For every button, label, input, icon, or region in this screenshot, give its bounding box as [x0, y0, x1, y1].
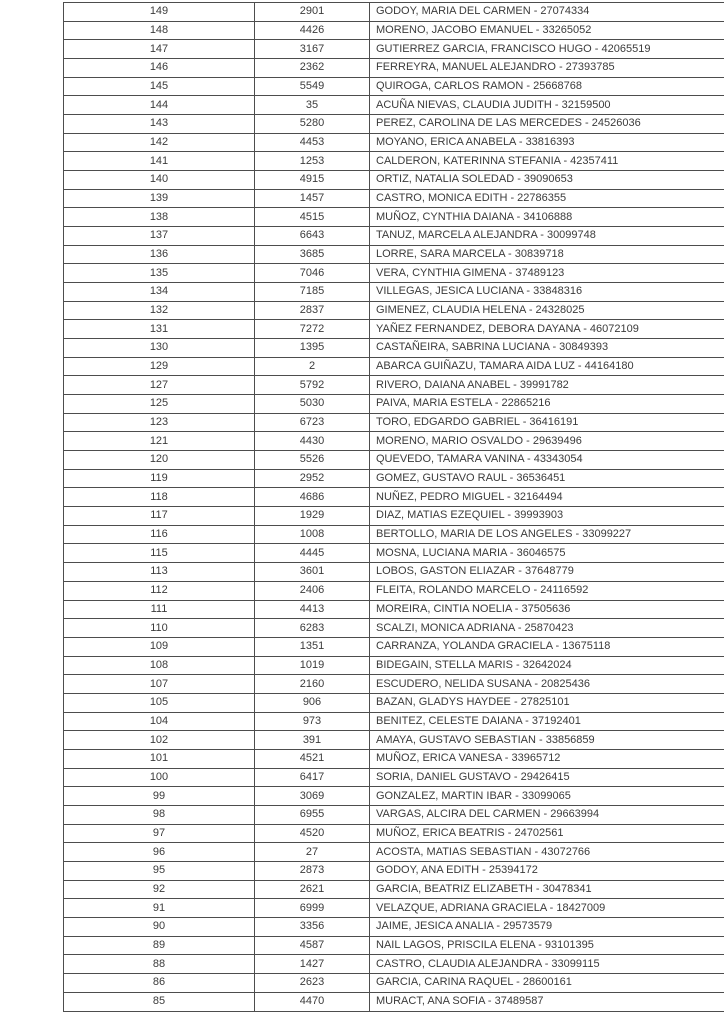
name-cell: BAZAN, GLADYS HAYDEE - 27825101	[370, 693, 724, 712]
table-row	[64, 133, 724, 152]
code-cell: 4515	[255, 208, 370, 227]
name-cell: AMAYA, GUSTAVO SEBASTIAN - 33856859	[370, 731, 724, 750]
name-cell: CALDERON, KATERINNA STEFANIA - 42357411	[370, 152, 724, 171]
table-row	[64, 731, 724, 750]
position-cell: 149	[64, 3, 255, 22]
table-row	[64, 171, 724, 190]
table-row	[64, 656, 724, 675]
position-cell: 134	[64, 283, 255, 302]
code-cell: 4413	[255, 600, 370, 619]
table-row	[64, 40, 724, 59]
position-cell: 104	[64, 712, 255, 731]
table-row	[64, 712, 724, 731]
name-cell: CARRANZA, YOLANDA GRACIELA - 13675118	[370, 637, 724, 656]
name-cell: VELAZQUE, ADRIANA GRACIELA - 18427009	[370, 899, 724, 918]
code-cell: 1457	[255, 189, 370, 208]
name-cell: ESCUDERO, NELIDA SUSANA - 20825436	[370, 675, 724, 694]
table-row	[64, 824, 724, 843]
table-body	[64, 3, 724, 1012]
name-cell: GIMENEZ, CLAUDIA HELENA - 24328025	[370, 301, 724, 320]
position-cell: 127	[64, 376, 255, 395]
table-row	[64, 301, 724, 320]
position-cell: 143	[64, 115, 255, 134]
position-cell: 107	[64, 675, 255, 694]
code-cell: 1929	[255, 507, 370, 526]
position-cell: 139	[64, 189, 255, 208]
table-row	[64, 21, 724, 40]
table-row	[64, 861, 724, 880]
code-cell: 3356	[255, 917, 370, 936]
code-cell: 6417	[255, 768, 370, 787]
table-row	[64, 525, 724, 544]
table-row	[64, 432, 724, 451]
table-row	[64, 413, 724, 432]
code-cell: 6955	[255, 805, 370, 824]
code-cell: 27	[255, 843, 370, 862]
name-cell: MUÑOZ, ERICA BEATRIS - 24702561	[370, 824, 724, 843]
position-cell: 141	[64, 152, 255, 171]
code-cell: 2837	[255, 301, 370, 320]
position-cell: 147	[64, 40, 255, 59]
table-row	[64, 675, 724, 694]
position-cell: 140	[64, 171, 255, 190]
code-cell: 1008	[255, 525, 370, 544]
code-cell: 4426	[255, 21, 370, 40]
table-row	[64, 376, 724, 395]
table-row	[64, 992, 724, 1011]
table-row	[64, 843, 724, 862]
position-cell: 89	[64, 936, 255, 955]
position-cell: 120	[64, 451, 255, 470]
name-cell: MOSNA, LUCIANA MARIA - 36046575	[370, 544, 724, 563]
code-cell: 2952	[255, 469, 370, 488]
table-row	[64, 357, 724, 376]
position-cell: 118	[64, 488, 255, 507]
position-cell: 91	[64, 899, 255, 918]
position-cell: 86	[64, 973, 255, 992]
name-cell: ORTIZ, NATALIA SOLEDAD - 39090653	[370, 171, 724, 190]
table-row	[64, 973, 724, 992]
code-cell: 4587	[255, 936, 370, 955]
name-cell: BENITEZ, CELESTE DAIANA - 37192401	[370, 712, 724, 731]
position-cell: 125	[64, 395, 255, 414]
table-row	[64, 880, 724, 899]
position-cell: 145	[64, 77, 255, 96]
code-cell: 7185	[255, 283, 370, 302]
table-row	[64, 152, 724, 171]
position-cell: 119	[64, 469, 255, 488]
table-row	[64, 227, 724, 246]
position-cell: 135	[64, 264, 255, 283]
name-cell: QUEVEDO, TAMARA VANINA - 43343054	[370, 451, 724, 470]
table-row	[64, 339, 724, 358]
table-row	[64, 96, 724, 115]
name-cell: MORENO, JACOBO EMANUEL - 33265052	[370, 21, 724, 40]
name-cell: NUÑEZ, PEDRO MIGUEL - 32164494	[370, 488, 724, 507]
code-cell: 4915	[255, 171, 370, 190]
name-cell: GARCIA, BEATRIZ ELIZABETH - 30478341	[370, 880, 724, 899]
code-cell: 2	[255, 357, 370, 376]
code-cell: 6723	[255, 413, 370, 432]
table-row	[64, 507, 724, 526]
position-cell: 115	[64, 544, 255, 563]
name-cell: MORENO, MARIO OSVALDO - 29639496	[370, 432, 724, 451]
name-cell: ABARCA GUIÑAZU, TAMARA AIDA LUZ - 44164180	[370, 357, 724, 376]
table-row	[64, 787, 724, 806]
position-cell: 110	[64, 619, 255, 638]
code-cell: 3601	[255, 563, 370, 582]
position-cell: 85	[64, 992, 255, 1011]
position-cell: 96	[64, 843, 255, 862]
position-cell: 90	[64, 917, 255, 936]
position-cell: 109	[64, 637, 255, 656]
position-cell: 148	[64, 21, 255, 40]
name-cell: PEREZ, CAROLINA DE LAS MERCEDES - 24526036	[370, 115, 724, 134]
position-cell: 117	[64, 507, 255, 526]
table-row	[64, 899, 724, 918]
code-cell: 2406	[255, 581, 370, 600]
name-cell: LORRE, SARA MARCELA - 30839718	[370, 245, 724, 264]
table-row	[64, 469, 724, 488]
name-cell: SCALZI, MONICA ADRIANA - 25870423	[370, 619, 724, 638]
name-cell: GUTIERREZ GARCIA, FRANCISCO HUGO - 42065519	[370, 40, 724, 59]
position-cell: 88	[64, 955, 255, 974]
name-cell: GOMEZ, GUSTAVO RAUL - 36536451	[370, 469, 724, 488]
code-cell: 3167	[255, 40, 370, 59]
code-cell: 4520	[255, 824, 370, 843]
position-cell: 98	[64, 805, 255, 824]
code-cell: 5526	[255, 451, 370, 470]
name-cell: QUIROGA, CARLOS RAMON - 25668768	[370, 77, 724, 96]
position-cell: 101	[64, 749, 255, 768]
position-cell: 112	[64, 581, 255, 600]
code-cell: 2623	[255, 973, 370, 992]
code-cell: 4686	[255, 488, 370, 507]
table-row	[64, 59, 724, 78]
name-cell: MOREIRA, CINTIA NOELIA - 37505636	[370, 600, 724, 619]
code-cell: 906	[255, 693, 370, 712]
code-cell: 2621	[255, 880, 370, 899]
code-cell: 1019	[255, 656, 370, 675]
name-cell: CASTRO, CLAUDIA ALEJANDRA - 33099115	[370, 955, 724, 974]
table-row	[64, 600, 724, 619]
code-cell: 6283	[255, 619, 370, 638]
name-cell: MOYANO, ERICA ANABELA - 33816393	[370, 133, 724, 152]
name-cell: MUÑOZ, CYNTHIA DAIANA - 34106888	[370, 208, 724, 227]
code-cell: 2901	[255, 3, 370, 22]
name-cell: CASTAÑEIRA, SABRINA LUCIANA - 30849393	[370, 339, 724, 358]
position-cell: 138	[64, 208, 255, 227]
code-cell: 391	[255, 731, 370, 750]
position-cell: 131	[64, 320, 255, 339]
table-row	[64, 768, 724, 787]
position-cell: 100	[64, 768, 255, 787]
code-cell: 2362	[255, 59, 370, 78]
name-cell: MUÑOZ, ERICA VANESA - 33965712	[370, 749, 724, 768]
code-cell: 1253	[255, 152, 370, 171]
table-row	[64, 3, 724, 22]
code-cell: 4453	[255, 133, 370, 152]
position-cell: 99	[64, 787, 255, 806]
table-row	[64, 749, 724, 768]
table-row	[64, 264, 724, 283]
table-row	[64, 488, 724, 507]
name-cell: LOBOS, GASTON ELIAZAR - 37648779	[370, 563, 724, 582]
table-row	[64, 189, 724, 208]
table-row	[64, 245, 724, 264]
position-cell: 144	[64, 96, 255, 115]
code-cell: 5030	[255, 395, 370, 414]
position-cell: 102	[64, 731, 255, 750]
position-cell: 108	[64, 656, 255, 675]
position-cell: 130	[64, 339, 255, 358]
name-cell: DIAZ, MATIAS EZEQUIEL - 39993903	[370, 507, 724, 526]
code-cell: 7272	[255, 320, 370, 339]
code-cell: 973	[255, 712, 370, 731]
name-cell: GODOY, MARIA DEL CARMEN - 27074334	[370, 3, 724, 22]
name-cell: GODOY, ANA EDITH - 25394172	[370, 861, 724, 880]
name-cell: FERREYRA, MANUEL ALEJANDRO - 27393785	[370, 59, 724, 78]
name-cell: SORIA, DANIEL GUSTAVO - 29426415	[370, 768, 724, 787]
position-cell: 95	[64, 861, 255, 880]
name-cell: BIDEGAIN, STELLA MARIS - 32642024	[370, 656, 724, 675]
table-row	[64, 917, 724, 936]
code-cell: 4430	[255, 432, 370, 451]
code-cell: 4521	[255, 749, 370, 768]
code-cell: 5280	[255, 115, 370, 134]
position-cell: 123	[64, 413, 255, 432]
table-row	[64, 619, 724, 638]
code-cell: 4445	[255, 544, 370, 563]
results-table	[63, 2, 724, 1012]
table-row	[64, 283, 724, 302]
position-cell: 97	[64, 824, 255, 843]
name-cell: TORO, EDGARDO GABRIEL - 36416191	[370, 413, 724, 432]
code-cell: 2873	[255, 861, 370, 880]
name-cell: GONZALEZ, MARTIN IBAR - 33099065	[370, 787, 724, 806]
code-cell: 3685	[255, 245, 370, 264]
position-cell: 136	[64, 245, 255, 264]
name-cell: ACOSTA, MATIAS SEBASTIAN - 43072766	[370, 843, 724, 862]
table-row	[64, 451, 724, 470]
code-cell: 1351	[255, 637, 370, 656]
code-cell: 35	[255, 96, 370, 115]
position-cell: 121	[64, 432, 255, 451]
code-cell: 7046	[255, 264, 370, 283]
table-row	[64, 544, 724, 563]
name-cell: NAIL LAGOS, PRISCILA ELENA - 93101395	[370, 936, 724, 955]
position-cell: 137	[64, 227, 255, 246]
table-row	[64, 581, 724, 600]
code-cell: 2160	[255, 675, 370, 694]
table-row	[64, 955, 724, 974]
position-cell: 129	[64, 357, 255, 376]
name-cell: GARCIA, CARINA RAQUEL - 28600161	[370, 973, 724, 992]
name-cell: CASTRO, MONICA EDITH - 22786355	[370, 189, 724, 208]
name-cell: VERA, CYNTHIA GIMENA - 37489123	[370, 264, 724, 283]
code-cell: 5792	[255, 376, 370, 395]
table-row	[64, 693, 724, 712]
position-cell: 92	[64, 880, 255, 899]
code-cell: 1427	[255, 955, 370, 974]
position-cell: 132	[64, 301, 255, 320]
position-cell: 113	[64, 563, 255, 582]
code-cell: 3069	[255, 787, 370, 806]
table-row	[64, 395, 724, 414]
position-cell: 105	[64, 693, 255, 712]
table-row	[64, 805, 724, 824]
table-row	[64, 320, 724, 339]
name-cell: MURACT, ANA SOFIA - 37489587	[370, 992, 724, 1011]
name-cell: VARGAS, ALCIRA DEL CARMEN - 29663994	[370, 805, 724, 824]
code-cell: 6999	[255, 899, 370, 918]
position-cell: 146	[64, 59, 255, 78]
name-cell: TANUZ, MARCELA ALEJANDRA - 30099748	[370, 227, 724, 246]
name-cell: YAÑEZ FERNANDEZ, DEBORA DAYANA - 46072109	[370, 320, 724, 339]
name-cell: BERTOLLO, MARIA DE LOS ANGELES - 33099227	[370, 525, 724, 544]
position-cell: 111	[64, 600, 255, 619]
table-row	[64, 77, 724, 96]
position-cell: 116	[64, 525, 255, 544]
table-row	[64, 208, 724, 227]
name-cell: JAIME, JESICA ANALIA - 29573579	[370, 917, 724, 936]
code-cell: 5549	[255, 77, 370, 96]
name-cell: FLEITA, ROLANDO MARCELO - 24116592	[370, 581, 724, 600]
table-row	[64, 936, 724, 955]
name-cell: VILLEGAS, JESICA LUCIANA - 33848316	[370, 283, 724, 302]
table-row	[64, 637, 724, 656]
name-cell: ACUÑA NIEVAS, CLAUDIA JUDITH - 32159500	[370, 96, 724, 115]
code-cell: 6643	[255, 227, 370, 246]
table-row	[64, 115, 724, 134]
code-cell: 1395	[255, 339, 370, 358]
name-cell: RIVERO, DAIANA ANABEL - 39991782	[370, 376, 724, 395]
table-row	[64, 563, 724, 582]
name-cell: PAIVA, MARIA ESTELA - 22865216	[370, 395, 724, 414]
code-cell: 4470	[255, 992, 370, 1011]
position-cell: 142	[64, 133, 255, 152]
